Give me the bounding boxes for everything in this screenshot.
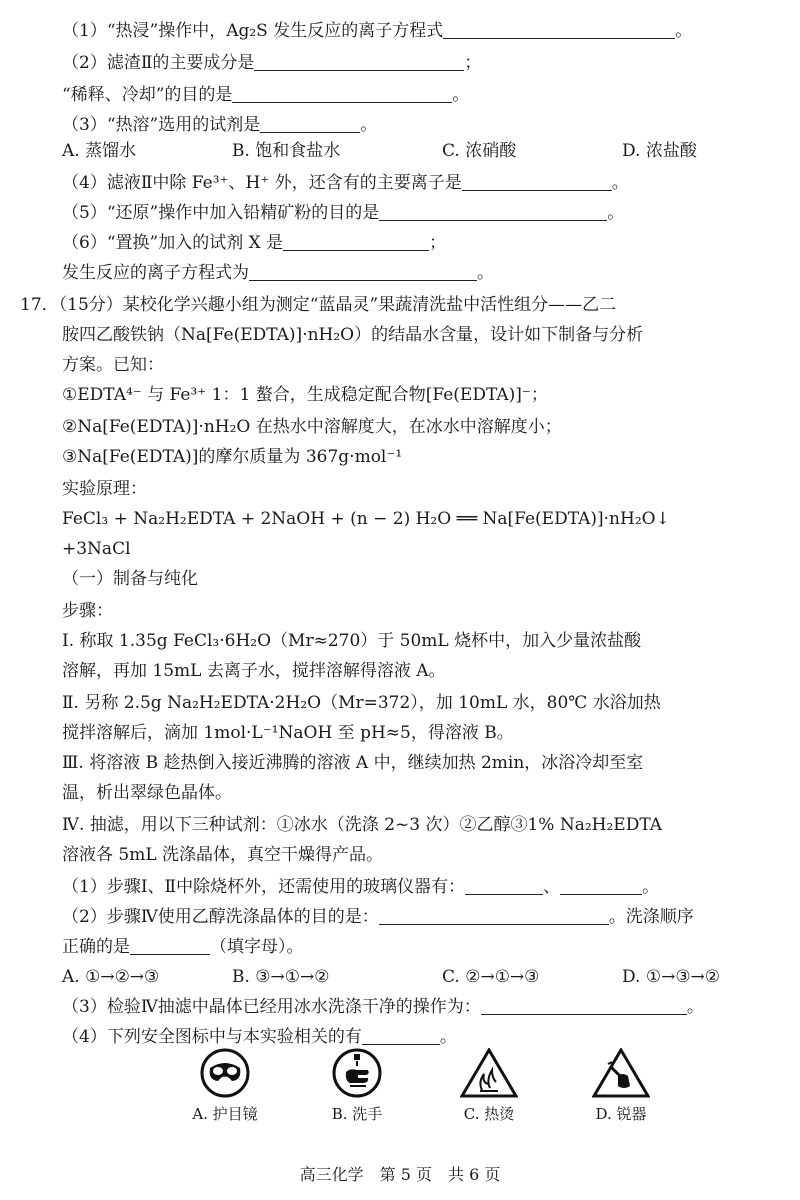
answer-blank[interactable]	[465, 874, 543, 895]
option-b: B. ③→①→②	[232, 967, 330, 987]
principle-title: 实验原理：	[62, 479, 147, 499]
sharp-object-icon	[592, 1048, 650, 1098]
step-4-cont: 溶液各 5mL 洗涤晶体，真空干燥得产品。	[62, 845, 384, 865]
q17-sub-2-cont: 正确的是 （填字母）。	[62, 930, 780, 964]
answer-blank[interactable]	[462, 170, 612, 191]
q16-sub-4: （4）滤液Ⅱ中除 Fe³⁺、H⁺ 外，还含有的主要离子是 。	[62, 166, 780, 200]
answer-blank[interactable]	[249, 260, 477, 281]
safety-icons	[170, 1048, 690, 1128]
option-c: C. 浓硝酸	[442, 141, 517, 161]
hot-surface-icon	[460, 1048, 518, 1098]
answer-blank[interactable]	[130, 934, 210, 955]
steps-title: 步骤：	[62, 601, 113, 621]
option-d: D. ①→③→②	[622, 967, 721, 987]
answer-blank[interactable]	[560, 874, 642, 895]
section-title: （一）制备与纯化	[62, 569, 198, 589]
step-1-cont: 溶解，再加 15mL 去离子水，搅拌溶解得溶液 A。	[62, 661, 446, 681]
answer-blank[interactable]	[260, 112, 360, 133]
reaction-equation: FeCl₃ + Na₂H₂EDTA + 2NaOH + (n − 2) H₂O ══ Na[Fe(EDTA)]·nH₂O↓	[62, 509, 670, 529]
goggles-icon	[196, 1048, 254, 1098]
known-fact-1: ①EDTA⁴⁻ 与 Fe³⁺ 1：1 螯合，生成稳定配合物[Fe(EDTA)]⁻；	[62, 385, 548, 405]
q16-sub-6: （6）“置换”加入的试剂 X 是 ；	[62, 226, 780, 260]
q17-header: 17．（15分）某校化学兴趣小组为测定“蓝晶灵”果蔬清洗盐中活性组分——乙二	[20, 295, 617, 315]
reaction-equation-cont: +3NaCl	[62, 539, 131, 559]
step-1: Ⅰ. 称取 1.35g FeCl₃·6H₂O（Mr≈270）于 50mL 烧杯中，加入少量浓盐酸	[62, 631, 642, 651]
q17-sub-4: （4）下列安全图标中与本实验相关的有 。	[62, 1020, 780, 1054]
q16-sub-2: （2）滤渣Ⅱ的主要成分是 ；	[62, 46, 780, 80]
q16-sub-1: （1）“热浸”操作中，Ag₂S 发生反应的离子方程式 。	[62, 14, 780, 48]
q16-sub-2b: “稀释、冷却”的目的是 。	[62, 78, 780, 112]
known-fact-2: ②Na[Fe(EDTA)]·nH₂O 在热水中溶解度大，在冰水中溶解度小；	[62, 417, 562, 437]
step-2: Ⅱ. 另称 2.5g Na₂H₂EDTA·2H₂O（Mr=372），加 10mL 水，80℃ 水浴加热	[62, 693, 661, 713]
safety-icon-sharp: D. 锐器	[566, 1048, 676, 1126]
page-footer: 高三化学 第 5 页 共 6 页	[299, 1165, 501, 1184]
safety-icon-handwash: B. 洗手	[302, 1048, 412, 1126]
answer-blank[interactable]	[283, 230, 429, 251]
q16-sub-3-options	[62, 134, 780, 168]
answer-blank[interactable]	[362, 1024, 440, 1045]
answer-blank[interactable]	[443, 18, 675, 39]
answer-blank[interactable]	[379, 904, 609, 925]
step-2-cont: 搅拌溶解后，滴加 1mol·L⁻¹NaOH 至 pH≈5，得溶液 B。	[62, 723, 514, 743]
known-fact-3: ③Na[Fe(EDTA)]的摩尔质量为 367g·mol⁻¹	[62, 447, 403, 467]
q16-sub-6b: 发生反应的离子方程式为 。	[62, 256, 780, 290]
answer-blank[interactable]	[379, 200, 607, 221]
step-3: Ⅲ. 将溶液 B 趁热倒入接近沸腾的溶液 A 中，继续加热 2min，冰浴冷却至室	[62, 753, 644, 773]
option-a: A. ①→②→③	[62, 967, 160, 987]
q17-header-cont: 方案。已知：	[62, 355, 164, 375]
answer-blank[interactable]	[232, 82, 452, 103]
option-b: B. 饱和食盐水	[232, 141, 341, 161]
order-options	[62, 960, 780, 994]
answer-blank[interactable]	[481, 994, 687, 1015]
hand-wash-icon	[328, 1048, 386, 1098]
q17-sub-3: （3）检验Ⅳ抽滤中晶体已经用冰水洗涤干净的操作为： 。	[62, 990, 780, 1024]
safety-icon-hot: C. 热烫	[434, 1048, 544, 1126]
option-d: D. 浓盐酸	[622, 141, 697, 161]
step-3-cont: 温，析出翠绿色晶体。	[62, 783, 232, 803]
answer-blank[interactable]	[254, 50, 464, 71]
option-c: C. ②→①→③	[442, 967, 540, 987]
q17-sub-1: （1）步骤Ⅰ、Ⅱ中除烧杯外，还需使用的玻璃仪器有： 、 。	[62, 870, 780, 904]
q17-header-cont: 胺四乙酸铁钠（Na[Fe(EDTA)]·nH₂O）的结晶水含量，设计如下制备与分析	[62, 325, 644, 345]
step-4: Ⅳ. 抽滤，用以下三种试剂：①冰水（洗涤 2~3 次）②乙醇③1% Na₂H₂EDTA	[62, 815, 663, 835]
safety-icon-goggles: A. 护目镜	[170, 1048, 280, 1126]
q16-sub-5: （5）“还原”操作中加入铅精矿粉的目的是 。	[62, 196, 780, 230]
q17-sub-2: （2）步骤Ⅳ使用乙醇洗涤晶体的目的是： 。洗涤顺序	[62, 900, 780, 934]
option-a: A. 蒸馏水	[62, 141, 137, 161]
q16-sub-3: （3）“热溶”选用的试剂是 。	[62, 108, 780, 142]
